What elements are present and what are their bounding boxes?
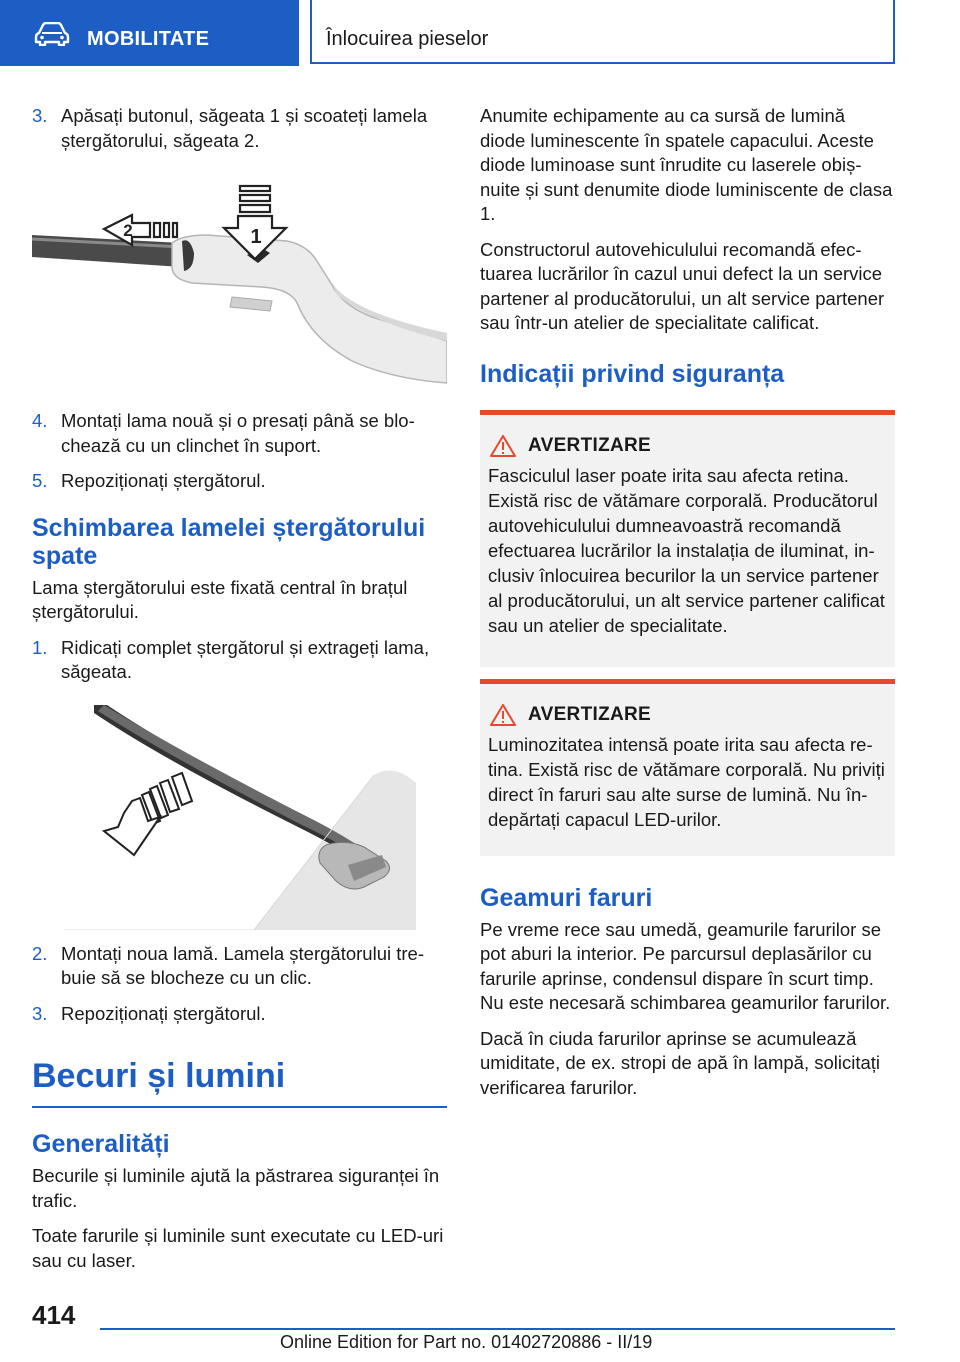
warning-text: Fasciculul laser poate irita sau afecta retina. Există risc de vătămare corporală. Producătorul autovehiculului dumneavoastră recomandă efectuarea lucrărilor la instalația de iluminat, inclusiv înlocuirea becurilor la un service partener al producătorului, un alt service partener calificat sau un atelier de specialitate. [488,464,885,636]
right-column [480,104,895,1100]
headlight-glass-heading: Geamuri faruri [480,883,653,912]
car-icon [34,22,70,46]
step-text: Ridicați complet ștergătorul și extrageți lama, săgeata. [61,636,430,682]
step-text: Repoziționați ștergătorul. [61,1002,266,1024]
breadcrumb-label: Înlocuirea pieselor [326,28,489,50]
step-number: 1. [32,636,48,658]
warning-triangle-icon [490,435,516,457]
warning-box [480,410,895,667]
rear-wiper-illustration [64,705,479,930]
headlight-glass-paragraph: Dacă în ciuda farurilor aprinse se acumulează umiditate, de ex. stropi de apă în lampă, solicitați verificarea farurilor. [480,1027,881,1098]
service-paragraph: Constructorul autovehiculului recomandă efectuarea lucrărilor în cazul unui defect la un service partener al producătorului, un alt service partener sau într-un atelier de specialitate calificat. [480,238,885,333]
rear-wiper-heading: Schimbarea lamelei ștergătorului spate [32,513,426,570]
step-item [32,104,447,153]
breadcrumb[interactable] [310,0,895,64]
step-number: 3. [32,105,48,126]
warning-header [488,435,887,457]
general-paragraph: Becurile și luminile ajută la păstrarea siguranței în trafic. [32,1165,440,1211]
step-text: Montați lama nouă și o presați până se blochează cu un clinchet în suport. [61,410,415,456]
warning-header [488,704,887,726]
edition-note: Online Edition for Part no. 01402720886 - II/19 [280,1332,653,1352]
page-number: 414 [32,1300,76,1330]
led-intro-paragraph: Anumite echipamente au ca sursă de lumină diode luminescente în spatele capacului. Aceste diode luminoase sunt înrudite cu laserele obișnuite și sunt denumite diode luminiscente de clasa 1. [480,105,893,224]
warning-title: AVERTIZARE [528,703,651,725]
section-label: MOBILITATE [87,28,210,50]
step-item [32,1002,447,1027]
warning-box [480,679,895,856]
general-heading: Generalități [32,1130,170,1158]
step-text: Apăsați butonul, săgeata 1 și scoateți lamela ștergătorului, săgeata 2. [61,105,428,151]
section-tab[interactable] [0,0,299,66]
arrow-label-2: 2 [123,221,133,240]
step-text: Repoziționați ștergătorul. [61,470,266,491]
arrow-label-1: 1 [250,226,262,248]
step-number: 5. [32,470,48,491]
chapter-divider [32,1106,447,1108]
wiper-release-illustration [32,183,447,393]
step-item [32,942,447,991]
chapter-title: Becuri și lumini [32,1057,286,1095]
step-number: 2. [32,942,48,964]
rear-wiper-intro: Lama ștergătorului este fixată central în brațul ștergătorului. [32,576,408,622]
warning-title: AVERTIZARE [528,434,651,456]
safety-heading: Indicații privind siguranța [480,359,785,388]
footer-divider [100,1328,895,1330]
left-column [32,104,447,1273]
step-number: 3. [32,1002,48,1024]
step-item [32,636,447,685]
warning-triangle-icon [490,704,516,726]
step-item [32,469,447,494]
headlight-glass-paragraph: Pe vreme rece sau umedă, geamurile farurilor se pot aburi la interior. Pe parcursul deplasărilor cu farurile aprinse, condensul dispare în scurt timp. Nu este necesară schimbarea geamurilor farurilor. [480,918,891,1013]
warning-text: Luminozitatea intensă poate irita sau afecta retina. Există risc de vătămare corporală. Nu priviți direct în faruri sau alte surse de lumină. Nu îndepărtați capacul LED-urilor. [488,733,885,830]
step-number: 4. [32,410,48,431]
step-item [32,409,447,458]
general-paragraph: Toate farurile și luminile sunt executate cu LED-uri sau cu laser. [32,1225,444,1271]
step-text: Montați noua lamă. Lamela ștergătorului trebuie să se blocheze cu un clic. [61,942,425,988]
